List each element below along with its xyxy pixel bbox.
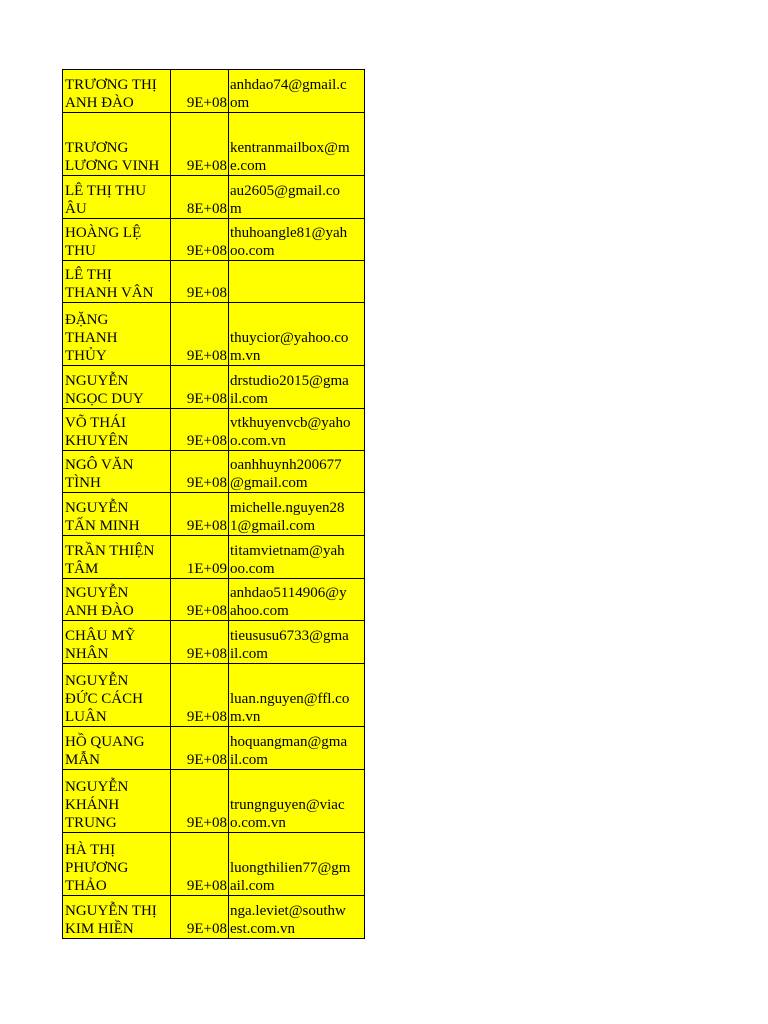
name-cell: TRƯƠNG THỊ ANH ĐÀO <box>63 70 171 113</box>
email-cell: thuycior@yahoo.co m.vn <box>229 303 365 366</box>
email-cell: anhdao5114906@y ahoo.com <box>229 579 365 621</box>
email-cell: luan.nguyen@ffl.co m.vn <box>229 664 365 727</box>
email-cell: thuhoangle81@yah oo.com <box>229 219 365 261</box>
name-cell: NGUYỄN ĐỨC CÁCH LUÂN <box>63 664 171 727</box>
table-row <box>63 833 365 896</box>
email-cell: nga.leviet@southw est.com.vn <box>229 896 365 939</box>
phone-cell: 9E+08 <box>171 833 229 896</box>
table-row <box>63 219 365 261</box>
table-row <box>63 493 365 536</box>
table-row <box>63 579 365 621</box>
email-cell: trungnguyen@viac o.com.vn <box>229 770 365 833</box>
name-cell: ĐẶNG THANH THỦY <box>63 303 171 366</box>
table-row <box>63 366 365 409</box>
table-row <box>63 451 365 493</box>
name-cell: HOÀNG LỆ THU <box>63 219 171 261</box>
name-cell: CHÂU MỸ NHÂN <box>63 621 171 664</box>
phone-cell: 9E+08 <box>171 770 229 833</box>
phone-cell: 9E+08 <box>171 621 229 664</box>
email-cell: oanhhuynh200677 @gmail.com <box>229 451 365 493</box>
email-cell: drstudio2015@gma il.com <box>229 366 365 409</box>
email-cell <box>229 261 365 303</box>
name-cell: NGUYỄN ANH ĐÀO <box>63 579 171 621</box>
email-cell: vtkhuyenvcb@yaho o.com.vn <box>229 409 365 451</box>
phone-cell: 9E+08 <box>171 366 229 409</box>
email-cell: hoquangman@gma il.com <box>229 727 365 770</box>
table-row <box>63 303 365 366</box>
table-row <box>63 70 365 113</box>
table-row <box>63 113 365 176</box>
phone-cell: 8E+08 <box>171 176 229 219</box>
name-cell: HỒ QUANG MẪN <box>63 727 171 770</box>
phone-cell: 9E+08 <box>171 493 229 536</box>
name-cell: NGUYỄN TẤN MINH <box>63 493 171 536</box>
contact-table-body <box>63 70 365 939</box>
name-cell: LÊ THỊ THU ÂU <box>63 176 171 219</box>
phone-cell: 1E+09 <box>171 536 229 579</box>
name-cell: NGÔ VĂN TÌNH <box>63 451 171 493</box>
table-row <box>63 176 365 219</box>
email-cell: kentranmailbox@m e.com <box>229 113 365 176</box>
name-cell: TRẦN THIỆN TÂM <box>63 536 171 579</box>
name-cell: HÀ THỊ PHƯƠNG THẢO <box>63 833 171 896</box>
name-cell: VÕ THÁI KHUYÊN <box>63 409 171 451</box>
phone-cell: 9E+08 <box>171 727 229 770</box>
phone-cell: 9E+08 <box>171 303 229 366</box>
email-cell: au2605@gmail.co m <box>229 176 365 219</box>
phone-cell: 9E+08 <box>171 409 229 451</box>
name-cell: TRƯƠNG LƯƠNG VINH <box>63 113 171 176</box>
phone-cell: 9E+08 <box>171 113 229 176</box>
contact-table <box>62 69 365 939</box>
email-cell: michelle.nguyen28 1@gmail.com <box>229 493 365 536</box>
table-row <box>63 896 365 939</box>
phone-cell: 9E+08 <box>171 664 229 727</box>
email-cell: tieususu6733@gma il.com <box>229 621 365 664</box>
table-row <box>63 664 365 727</box>
table-row <box>63 727 365 770</box>
phone-cell: 9E+08 <box>171 70 229 113</box>
table-row <box>63 536 365 579</box>
table-row <box>63 621 365 664</box>
phone-cell: 9E+08 <box>171 451 229 493</box>
email-cell: anhdao74@gmail.c om <box>229 70 365 113</box>
phone-cell: 9E+08 <box>171 261 229 303</box>
phone-cell: 9E+08 <box>171 219 229 261</box>
phone-cell: 9E+08 <box>171 579 229 621</box>
email-cell: luongthilien77@gm ail.com <box>229 833 365 896</box>
table-row <box>63 409 365 451</box>
phone-cell: 9E+08 <box>171 896 229 939</box>
email-cell: titamvietnam@yah oo.com <box>229 536 365 579</box>
name-cell: LÊ THỊ THANH VÂN <box>63 261 171 303</box>
name-cell: NGUYỄN KHÁNH TRUNG <box>63 770 171 833</box>
name-cell: NGUYỄN THỊ KIM HIỀN <box>63 896 171 939</box>
table-row <box>63 261 365 303</box>
table-row <box>63 770 365 833</box>
name-cell: NGUYỄN NGỌC DUY <box>63 366 171 409</box>
